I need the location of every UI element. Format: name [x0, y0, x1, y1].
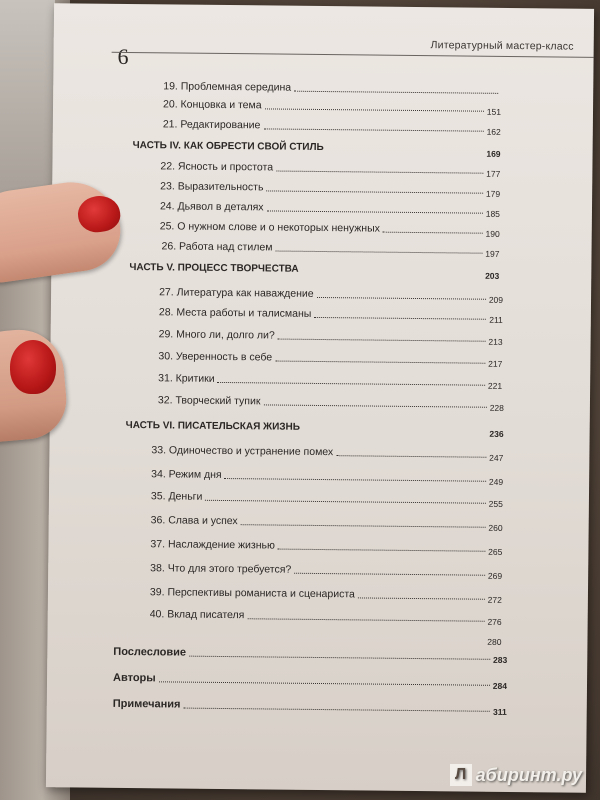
toc-entry-title: 24. Дьявол в деталях: [159, 200, 264, 214]
toc-part-heading: [132, 140, 501, 159]
toc-entry-page: 265: [488, 546, 503, 557]
toc-entry-title: 32. Творческий тупик: [157, 394, 261, 408]
toc-entry: [149, 586, 502, 605]
toc-leader: [358, 597, 485, 599]
watermark-text: абиринт.ру: [475, 764, 582, 785]
toc-entry: [150, 514, 503, 533]
toc-entry: [158, 306, 503, 325]
toc-leader: [294, 573, 485, 576]
toc-entry-page: 280: [487, 636, 502, 647]
toc-entry: [150, 490, 503, 509]
toc-entry-page: 179: [485, 188, 501, 199]
toc-entry-title: ЧАСТЬ V. ПРОЦЕСС ТВОРЧЕСТВА: [129, 261, 299, 275]
toc-entry-title: ЧАСТЬ IV. КАК ОБРЕСТИ СВОЙ СТИЛЬ: [132, 140, 324, 154]
toc-leader: [241, 524, 486, 528]
toc-leader: [383, 232, 483, 234]
toc-leader: [278, 339, 486, 342]
toc-entry-title: 35. Деньги: [150, 490, 203, 503]
toc-entry-page: 255: [488, 498, 503, 509]
toc-entry-title: 33. Одиночество и устранение помех: [151, 444, 334, 459]
toc-entry: [163, 98, 502, 117]
toc-entry: [162, 118, 501, 137]
toc-leader: [152, 638, 484, 641]
toc-entry-title: Послесловие: [113, 645, 187, 659]
toc-entry: [151, 444, 504, 463]
toc-entry: [159, 200, 500, 219]
toc-leader: [263, 404, 486, 407]
toc-entry-title: 39. Перспективы романиста и сценариста: [149, 586, 355, 601]
toc-entry-page: 217: [488, 358, 503, 369]
toc-back-matter-entry: [112, 697, 507, 717]
toc-entry-title: 26. Работа над стилем: [161, 240, 273, 254]
toc-leader: [275, 361, 485, 364]
toc-leader: [265, 108, 484, 111]
toc-entry: [149, 608, 502, 627]
toc-entry: [160, 180, 501, 199]
page-number: 6: [117, 43, 129, 69]
toc-leader: [266, 190, 483, 193]
toc-leader: [275, 251, 482, 254]
toc-entry-title: 31. Критики: [158, 372, 215, 385]
toc-leader: [302, 274, 482, 276]
toc-leader: [294, 91, 498, 94]
toc-entry-page: 177: [486, 168, 501, 179]
toc-leader: [276, 171, 483, 174]
toc-entry: [159, 286, 504, 305]
toc-entry: [150, 562, 503, 581]
toc-entry-page: 151: [486, 106, 502, 117]
toc-entry-page: 247: [489, 452, 504, 463]
toc-leader: [317, 297, 486, 300]
toc-entry-page: 284: [492, 680, 508, 691]
toc-entry-page: 162: [486, 126, 501, 137]
running-header: Литературный мастер-класс: [430, 39, 574, 53]
toc-entry-title: 27. Литература как наваждение: [159, 286, 314, 300]
toc-entry-title: 19. Проблемная середина: [163, 80, 292, 94]
toc-entry: [160, 160, 501, 179]
toc-entry-title: 40. Вклад писателя: [149, 608, 245, 622]
toc-back-matter-entry: [113, 645, 508, 665]
toc-entry: [151, 468, 504, 487]
toc-entry-page: 185: [485, 208, 500, 219]
toc-entry: [158, 350, 503, 369]
toc-leader: [303, 432, 487, 434]
toc-entry-page: 211: [489, 314, 503, 325]
toc-leader: [159, 681, 490, 685]
toc-entry-page: 228: [489, 402, 504, 413]
table-of-contents: [46, 3, 594, 793]
toc-leader: [218, 382, 485, 386]
toc-entry-page: 203: [485, 270, 500, 281]
toc-back-matter-entry: [112, 671, 508, 691]
toc-leader: [327, 152, 484, 154]
toc-entry-page: 197: [485, 248, 500, 259]
toc-entry: [163, 80, 501, 96]
toc-leader: [189, 656, 490, 660]
toc-entry-page: 272: [487, 594, 502, 605]
toc-entry-title: 28. Места работы и талисманы: [158, 306, 312, 320]
toc-entry-title: Примечания: [112, 697, 181, 711]
toc-entry: [158, 328, 503, 347]
fingernail: [10, 340, 56, 394]
book-page: [46, 3, 594, 793]
toc-entry-page: 276: [487, 616, 502, 627]
toc-entry-page: 169: [486, 148, 501, 159]
toc-entry-title: 21. Редактирование: [162, 118, 261, 132]
toc-entry-page: 209: [488, 294, 504, 305]
toc-entry-page: 221: [487, 380, 503, 391]
watermark: [450, 764, 582, 786]
toc-entry-title: ЧАСТЬ VI. ПИСАТЕЛЬСКАЯ ЖИЗНЬ: [125, 419, 301, 433]
toc-entry-page: 190: [485, 228, 500, 239]
toc-entry-page: 249: [488, 476, 504, 487]
toc-entry-page: 269: [487, 570, 503, 581]
toc-part-heading: [129, 261, 500, 281]
toc-leader: [278, 549, 485, 552]
toc-leader: [314, 317, 486, 320]
toc-entry-page: 311: [492, 706, 507, 717]
toc-entry-title: 29. Много ли, долго ли?: [158, 328, 275, 342]
toc-leader: [267, 210, 483, 213]
toc-part-heading: [125, 419, 504, 439]
toc-entry-title: 25. О нужном слове и о некоторых ненужных: [159, 220, 380, 235]
toc-entry-title: 34. Режим дня: [151, 468, 222, 481]
toc-leader: [247, 618, 484, 621]
toc-leader: [225, 478, 486, 482]
labirint-logo-icon: Л: [450, 764, 472, 786]
toc-entry: [157, 394, 504, 413]
toc-entry: [149, 628, 502, 647]
toc-leader: [183, 708, 490, 712]
toc-entry: [150, 538, 503, 557]
toc-leader: [263, 128, 483, 131]
toc-entry-title: Авторы: [112, 671, 156, 685]
toc-entry-page: 260: [488, 522, 503, 533]
toc-entry: [159, 220, 500, 239]
toc-entry-page: 213: [488, 336, 503, 347]
toc-entry-title: 30. Уверенность в себе: [158, 350, 273, 364]
toc-entry-title: 36. Слава и успех: [150, 514, 238, 528]
toc-leader: [336, 455, 486, 458]
toc-entry-page: 283: [493, 654, 508, 665]
toc-entry-page: 236: [489, 428, 504, 439]
toc-entry-title: 20. Концовка и тема: [163, 98, 262, 112]
toc-entry-title: 37. Наслаждение жизнью: [150, 538, 275, 552]
toc-entry: [161, 240, 500, 259]
toc-entry-title: 38. Что для этого требуется?: [150, 562, 292, 576]
device-corner: [0, 0, 55, 200]
toc-entry-title: 22. Ясность и простота: [160, 160, 274, 174]
toc-entry: [158, 372, 503, 391]
toc-entry-title: 23. Выразительность: [160, 180, 264, 194]
toc-leader: [205, 500, 485, 504]
